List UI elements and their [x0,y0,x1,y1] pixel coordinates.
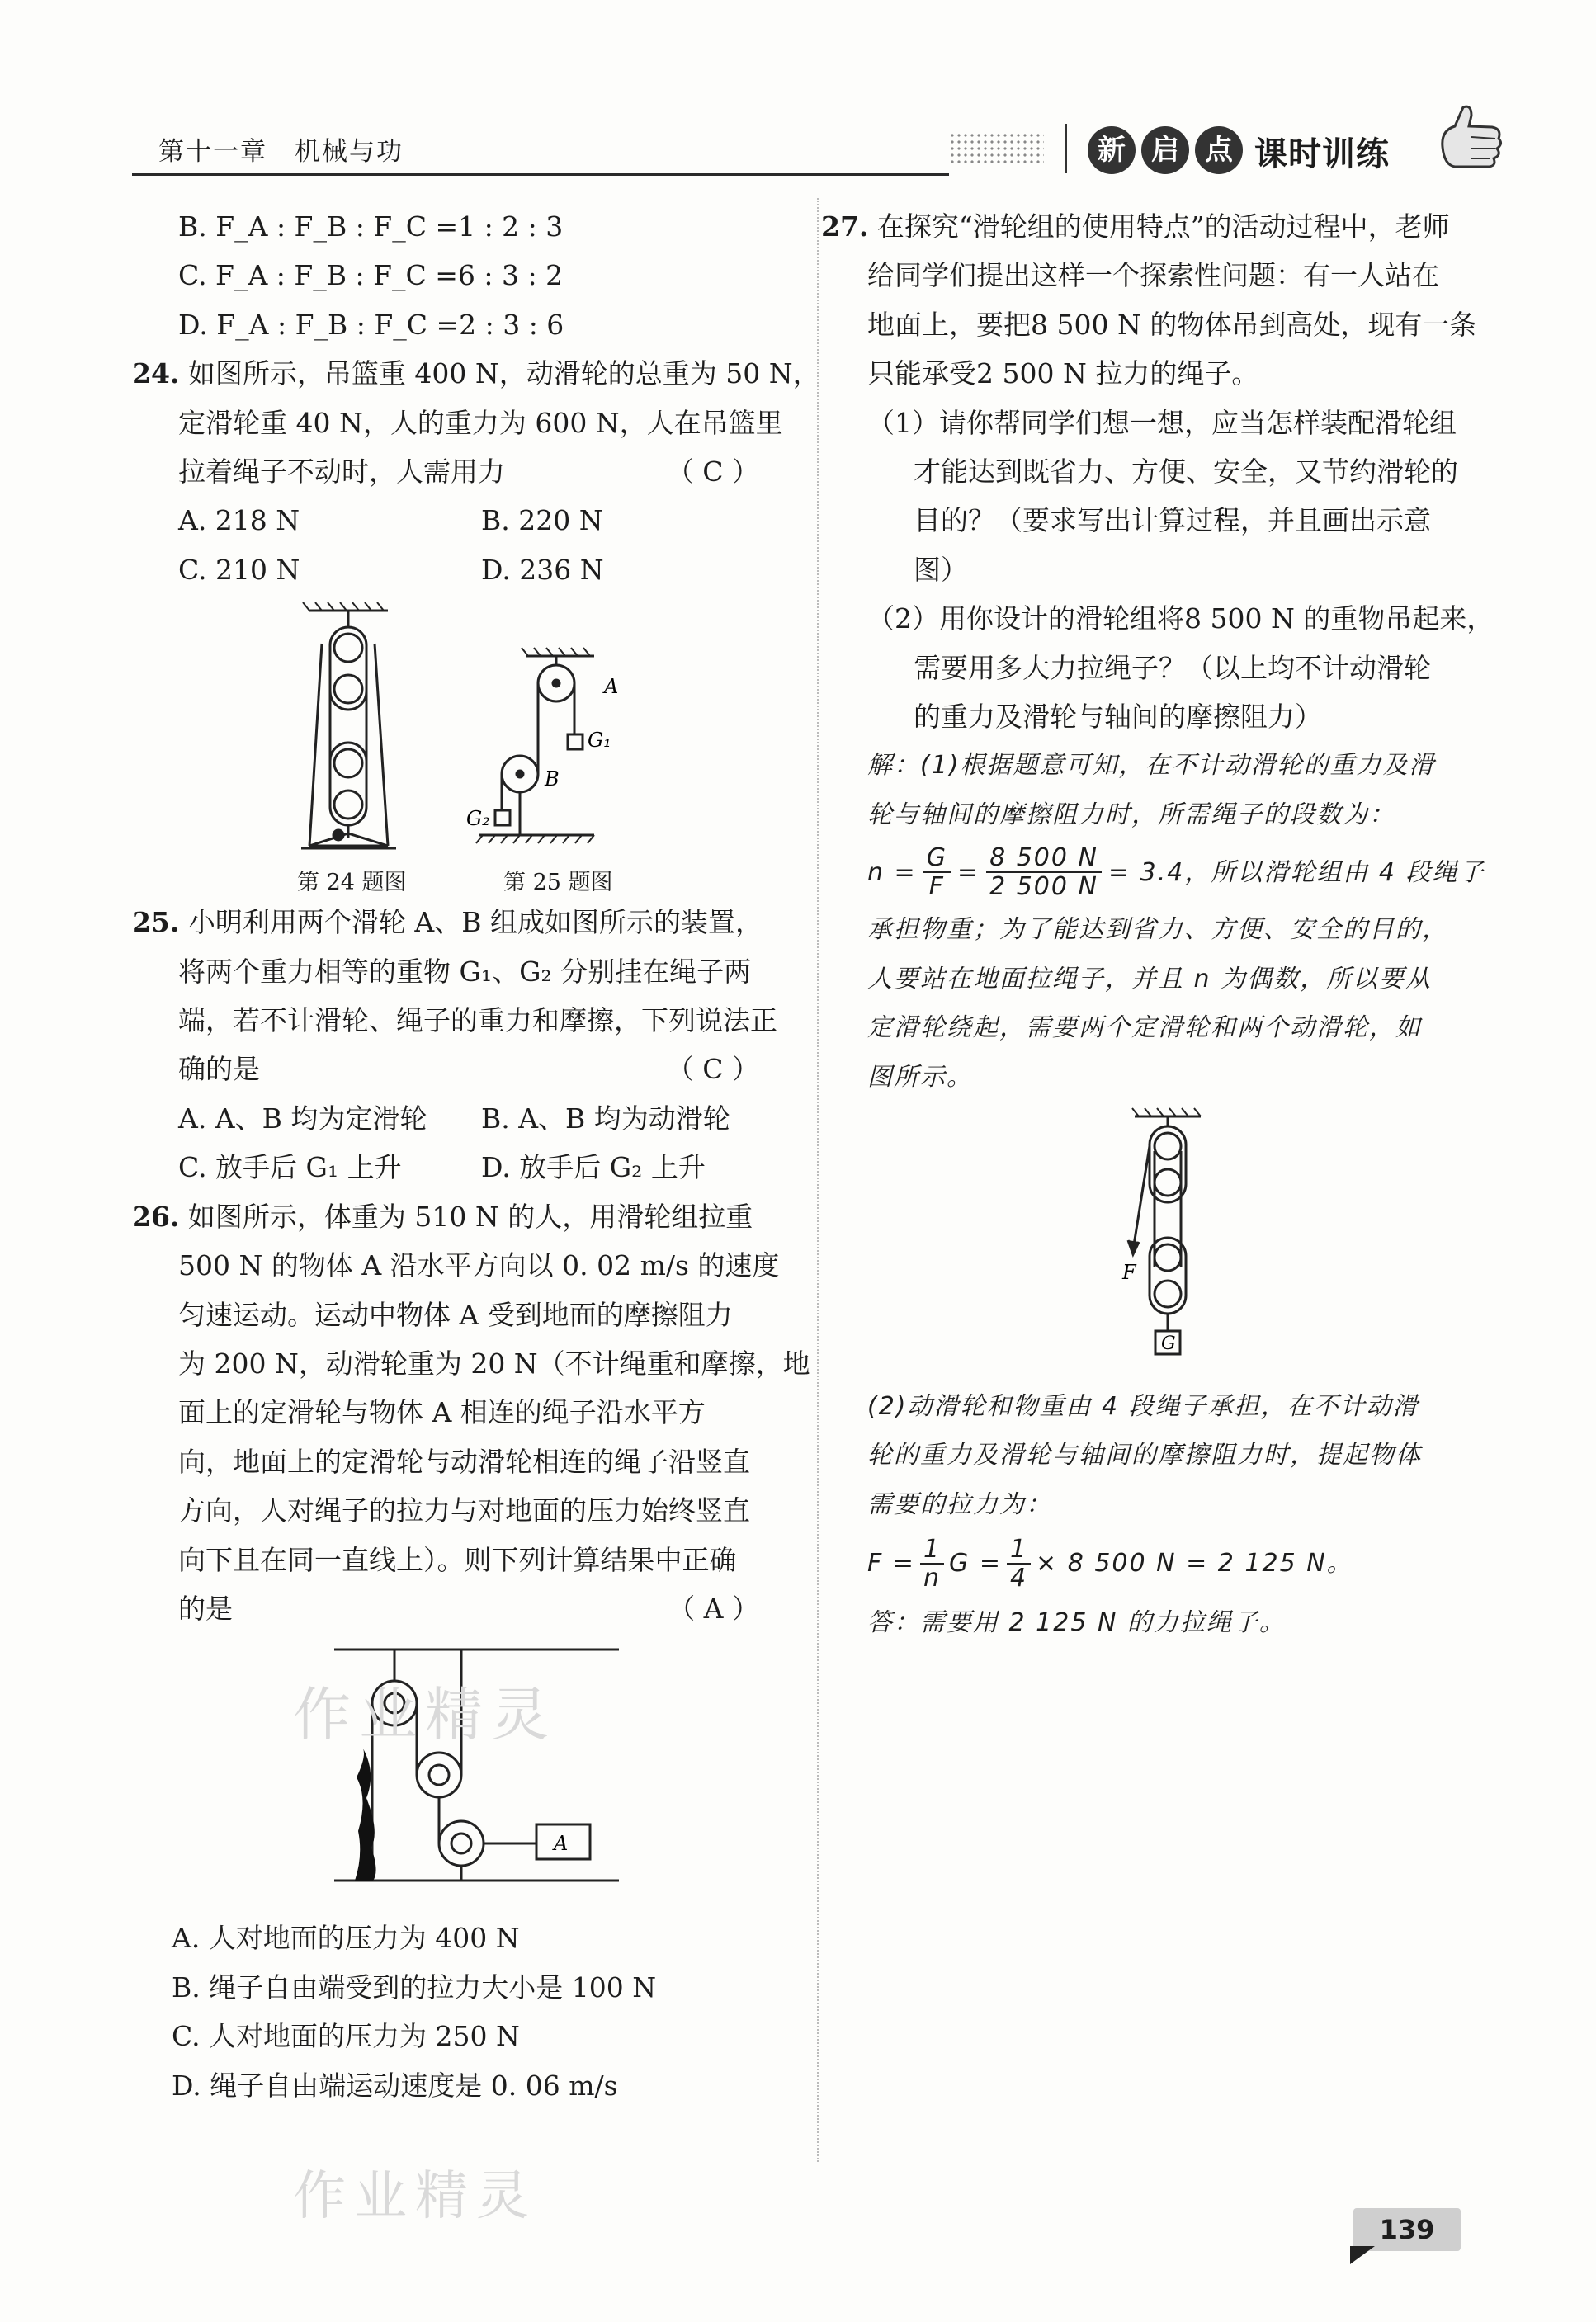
q24-option-c: C. 210 N [178,553,300,586]
right-column [821,202,1494,1648]
solution-line-6: 定滑轮绕起，需要两个定滑轮和两个动滑轮，如 [867,1013,1422,1043]
figure-captions [132,858,784,898]
watermark-2: 作业精灵 [293,2166,537,2227]
watermark-1: 作业精灵 [293,1681,557,1749]
solution-fig-label-g: G [1161,1333,1176,1354]
eq-frac-values [986,844,1102,900]
thumbs-up-icon [1426,97,1509,180]
f-eq-G: G = [949,1549,1002,1579]
q26-text-9: 的是 [178,1592,233,1625]
q25-option-a: A. A、B 均为定滑轮 [178,1102,427,1135]
q27-text-4: 只能承受2 500 N 拉力的绳子。 [867,357,1259,390]
q25-option-b: B. A、B 均为动滑轮 [481,1102,730,1135]
q25-text-1: 小明利用两个滑轮 A、B 组成如图所示的装置， [187,906,763,939]
q26-option-b: B. 绳子自由端受到的拉力大小是 100 N [172,1970,657,2003]
header-rule [132,173,949,176]
f-one: 1 [920,1536,944,1565]
column-separator [817,198,819,2162]
q23-option-b: B. F_A : F_B : F_C =1 : 2 : 3 [178,210,564,243]
q26-answer: （ A ） [668,1592,759,1625]
f-frac-14 [1007,1536,1031,1592]
badge-xin: 新 [1088,126,1136,174]
q26-text-3: 匀速运动。运动中物体 A 受到地面的摩擦阻力 [178,1298,733,1331]
q26-text-8: 向下且在同一直线上）。则下列计算结果中正确 [178,1543,737,1576]
fig25-label-g2: G₂ [466,807,490,831]
f-frac-1n [920,1536,944,1592]
q24-options-row-2 [132,545,784,594]
q24-text-3: 拉着绳子不动时，人需用力 [178,455,505,488]
solution-line-4: 承担物重；为了能达到省力、方便、安全的目的， [867,915,1448,945]
q25-text-4: 确的是 [178,1053,260,1086]
q23-option-c: C. F_A : F_B : F_C =6 : 3 : 2 [178,259,564,292]
f-eq-F: F = [867,1549,915,1579]
left-column [132,202,820,2110]
q24-option-b: B. 220 N [481,504,603,537]
solution-fig-label-f: F [1122,1260,1136,1284]
eq-denominator: 2 500 N [989,872,1098,902]
q26-number: 26. [132,1200,180,1233]
eq-n: n = [867,857,917,887]
eq-rest: = 3.4，所以滑轮组由 4 段绳子 [1107,857,1485,887]
solution-line-2: 轮与轴间的摩擦阻力时，所需绳子的段数为： [867,800,1395,829]
eq-equals: = [956,857,980,887]
q25-option-d: D. 放手后 G₂ 上升 [481,1151,706,1184]
q26-text-1: 如图所示，体重为 510 N 的人，用滑轮组拉重 [187,1200,753,1233]
q27-text-2: 给同学们提出这样一个探索性问题：有一人站在 [867,259,1439,292]
page-number: 139 [1379,2214,1435,2245]
q24-text-1: 如图所示，吊篮重 400 N，动滑轮的总重为 50 N， [187,357,820,390]
q27-sub1-2: 才能达到既省力、方便、安全，又节约滑轮的 [914,455,1458,488]
q24-answer: （ C ） [666,455,759,488]
q27-text-3: 地面上，要把8 500 N 的物体吊到高处，现有一条 [867,308,1477,341]
q26-text-6: 向，地面上的定滑轮与动滑轮相连的绳子沿竖直 [178,1445,750,1478]
q25-text-2: 将两个重力相等的重物 G₁、G₂ 分别挂在绳子两 [178,955,752,988]
q25-options-row-2 [132,1143,784,1192]
q24-option-a: A. 218 N [178,504,300,537]
q26-text-4: 为 200 N，动滑轮重为 20 N（不计绳重和摩擦，地 [178,1347,810,1380]
brand-title: 课时训练 [1254,135,1390,173]
f-one-2: 1 [1007,1536,1031,1565]
q27-sub1-3: 目的？（要求写出计算过程，并且画出示意 [914,504,1431,537]
solution-part2-line-3: 需要的拉力为： [867,1489,1052,1519]
fig25-label-g1: G₁ [588,729,611,753]
fig25-label-a: A [604,675,619,699]
fig26-container [132,1633,784,1914]
q26-option-a: A. 人对地面的压力为 400 N [172,1922,520,1955]
eq-numerator: 8 500 N [986,844,1102,873]
fig25-caption: 第 25 题图 [503,870,613,896]
figures-24-25 [132,594,784,858]
q25-answer: （ C ） [666,1053,759,1086]
chapter-title: 第十一章 机械与功 [158,137,404,167]
fig25-label-b: B [545,767,560,791]
eq-F: F [928,872,945,902]
eq-G: G [923,844,951,873]
q27-sub2-1: （2）用你设计的滑轮组将8 500 N 的重物吊起来， [867,602,1494,635]
solution-answer: 答：需要用 2 125 N 的力拉绳子。 [867,1608,1286,1638]
solution-equation-f [821,1529,1473,1598]
q26-option-c: C. 人对地面的压力为 250 N [172,2020,520,2053]
solution-part2-line-2: 轮的重力及滑轮与轴间的摩擦阻力时，提起物体 [867,1441,1422,1470]
fig25-pulley-diagram [476,648,594,843]
q26-text-7: 方向，人对绳子的拉力与对地面的压力始终竖直 [178,1494,750,1527]
q27-number: 27. [821,210,869,243]
header-separator [1065,124,1067,173]
eq-frac-gf [923,844,951,900]
q25-number: 25. [132,906,180,939]
q26-text-2: 500 N 的物体 A 沿水平方向以 0. 02 m/s 的速度 [178,1249,780,1282]
q27-sub1-1: （1）请你帮同学们想一想，应当怎样装配滑轮组 [867,406,1457,439]
q25-options-row-1 [132,1094,784,1143]
solution-line-1: 解：(1)根据题意可知，在不计动滑轮的重力及滑 [867,751,1436,781]
f-four: 4 [1009,1564,1028,1593]
fig26-pulley-diagram [132,1633,784,1914]
solution-pulley-diagram [821,1102,1473,1382]
solution-line-5: 人要站在地面拉绳子，并且 n 为偶数，所以要从 [867,964,1433,993]
badge-dian: 点 [1195,126,1243,174]
q27-sub2-2: 需要用多大力拉绳子？（以上均不计动滑轮 [914,651,1431,684]
q24-options-row-1 [132,496,784,545]
q23-option-d: D. F_A : F_B : F_C =2 : 3 : 6 [178,308,564,341]
fig24-caption: 第 24 题图 [297,870,407,896]
page-corner-mark [1350,2246,1375,2266]
solution-part2-line-1: (2)动滑轮和物重由 4 段绳子承担，在不计动滑 [867,1391,1419,1421]
solution-line-7: 图所示。 [867,1062,973,1092]
q24-text-2: 定滑轮重 40 N，人的重力为 600 N，人在吊篮里 [178,406,783,439]
q26-text-5: 面上的定滑轮与物体 A 相连的绳子沿水平方 [178,1396,706,1429]
q24-option-d: D. 236 N [481,553,604,586]
fig26-label-a: A [554,1832,569,1856]
solution-equation-n [821,839,1485,905]
fig24-pulley-diagram [301,602,396,848]
q25-option-c: C. 放手后 G₁ 上升 [178,1151,402,1184]
q26-option-d: D. 绳子自由端运动速度是 0. 06 m/s [172,2069,618,2102]
f-n: n [923,1564,941,1593]
q24-number: 24. [132,357,180,390]
header-dot-pattern [949,132,1044,165]
q27-text-1: 在探究“滑轮组的使用特点”的活动过程中，老师 [876,210,1450,243]
badge-qi: 启 [1141,126,1189,174]
q25-text-3: 端，若不计滑轮、绳子的重力和摩擦，下列说法正 [178,1004,777,1037]
f-eq-tail: × 8 500 N = 2 125 N。 [1036,1549,1353,1579]
q27-sub2-3: 的重力及滑轮与轴间的摩擦阻力） [914,701,1322,734]
q27-sub1-4: 图） [914,553,968,586]
